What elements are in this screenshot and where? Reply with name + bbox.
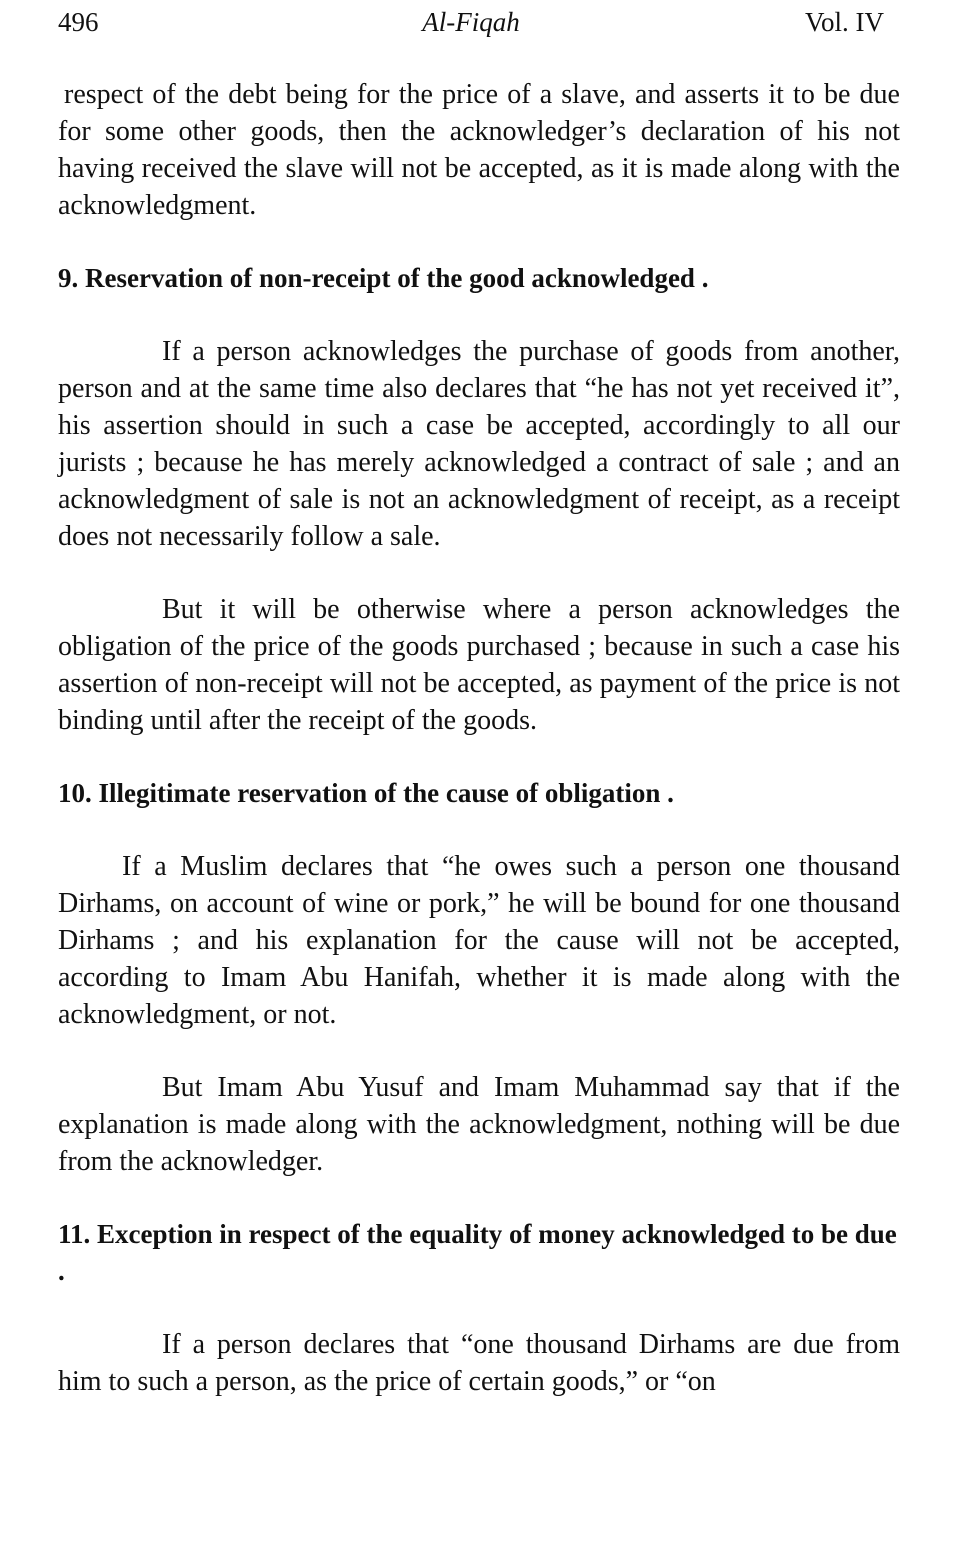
running-header bbox=[58, 4, 884, 40]
paragraph: But it will be otherwise where a person acknowledges the obligation of the price of the goods purchased ; because in such a case his assertion of non-receipt will not be accepted, as payment of the price is not binding until after the receipt of the goods. bbox=[58, 594, 900, 736]
book-title: Al-Fiqah bbox=[422, 7, 520, 37]
page-number: 496 bbox=[58, 7, 99, 37]
paragraph: But Imam Abu Yusuf and Imam Muhammad say that if the explanation is made along with the acknowledgment, nothing will be due from the acknowledger. bbox=[58, 1072, 900, 1177]
volume-label: Vol. IV bbox=[804, 7, 884, 37]
section-heading-9: 9. Reservation of non-receipt of the good acknowledged . bbox=[58, 263, 709, 293]
paragraph: If a person acknowledges the purchase of goods from another, person and at the same time also declares that “he has not yet received it”, his assertion should in such a case be accepted, accordingly to all our jurists ; because he has merely acknowledged a contract of sale ; and an acknowledgment of sale is not an acknowledgment of receipt, as a receipt does not necessarily follow a sale. bbox=[58, 336, 900, 552]
paragraph: If a Muslim declares that “he owes such a person one thousand Dirhams, on account of wine or pork,” he will be bound for one thousand Dirhams ; and his explanation for the cause will not be accepted, according to Imam Abu Hanifah, whether it is made along with the acknowledgment, or not. bbox=[58, 851, 900, 1030]
section-heading-11: 11. Exception in respect of the equality of money acknowledged to be due . bbox=[58, 1219, 897, 1286]
paragraph-continuation: respect of the debt being for the price of a slave, and asserts it to be due for some other goods, then the acknowledger’s declaration of his not having received the slave will not be accepted, as it is made along with the acknowledgment. bbox=[58, 79, 900, 221]
page-body bbox=[58, 76, 900, 1400]
section-heading-10: 10. Illegitimate reservation of the cause of obligation . bbox=[58, 778, 674, 808]
paragraph: If a person declares that “one thousand Dirhams are due from him to such a person, as the price of certain goods,” or “on bbox=[58, 1329, 900, 1397]
